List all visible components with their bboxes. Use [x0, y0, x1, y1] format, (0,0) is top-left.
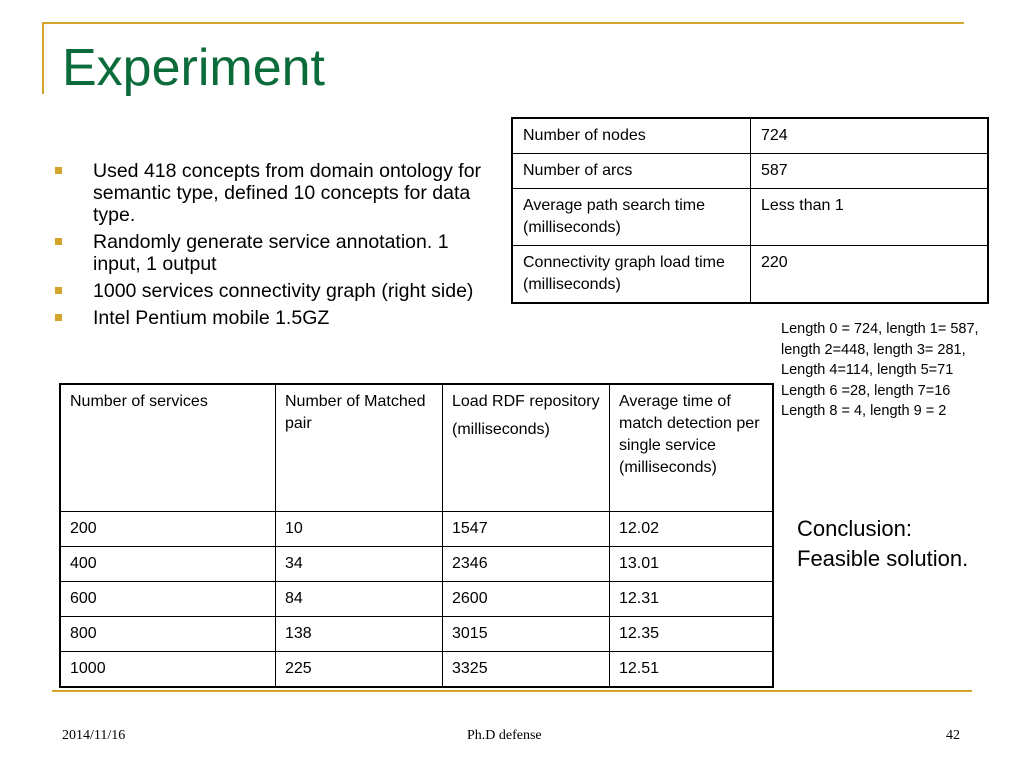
note-line: Length 0 = 724, length 1= 587,	[781, 321, 979, 337]
table-cell: 2346	[443, 547, 610, 582]
bullet-item	[55, 307, 495, 329]
page-number: 42	[946, 728, 960, 743]
square-bullet-icon	[55, 314, 62, 321]
bullet-text: Randomly generate service annotation. 1 input, 1 output	[93, 231, 449, 275]
table-cell: 600	[60, 582, 276, 617]
table-cell: 400	[60, 547, 276, 582]
table-cell: Connectivity graph load time (milliseconds)	[512, 246, 751, 304]
top-rule	[42, 22, 964, 24]
header-line: Load RDF repository	[452, 393, 600, 410]
bullet-text: Used 418 concepts from domain ontology for semantic type, defined 10 concepts for data type.	[93, 160, 482, 226]
table-cell: Number of nodes	[512, 118, 751, 154]
table-cell: 3325	[443, 652, 610, 688]
table-cell: 225	[276, 652, 443, 688]
path-length-note	[781, 319, 1021, 422]
table-cell: 2600	[443, 582, 610, 617]
table-cell: 13.01	[610, 547, 774, 582]
bullet-item	[55, 160, 495, 226]
slide-title: Experiment	[62, 39, 325, 97]
table-row	[512, 154, 988, 189]
column-header	[443, 384, 610, 512]
bullet-text: 1000 services connectivity graph (right side)	[93, 280, 474, 302]
note-line: Length 8 = 4, length 9 = 2	[781, 403, 947, 419]
footer-title: Ph.D defense	[467, 728, 542, 743]
table-cell: 12.31	[610, 582, 774, 617]
square-bullet-icon	[55, 238, 62, 245]
table-cell: 34	[276, 547, 443, 582]
table-cell: 10	[276, 512, 443, 547]
note-line: Length 4=114, length 5=71	[781, 362, 954, 378]
table-cell: 1547	[443, 512, 610, 547]
bottom-rule	[52, 690, 972, 692]
table-row	[512, 118, 988, 154]
table-row	[512, 189, 988, 246]
table-row	[60, 582, 773, 617]
table-row	[60, 547, 773, 582]
bullet-list	[55, 160, 495, 334]
bullet-item	[55, 231, 495, 275]
bullet-item	[55, 280, 495, 302]
table-cell: 12.35	[610, 617, 774, 652]
table-cell: Number of arcs	[512, 154, 751, 189]
table-cell: 200	[60, 512, 276, 547]
table-cell: 800	[60, 617, 276, 652]
table-cell: 724	[751, 118, 989, 154]
square-bullet-icon	[55, 287, 62, 294]
table-cell: Less than 1	[751, 189, 989, 246]
table-header-row	[60, 384, 773, 512]
note-line: Length 6 =28, length 7=16	[781, 382, 951, 399]
table-cell: 3015	[443, 617, 610, 652]
table-row	[60, 617, 773, 652]
left-rule	[42, 22, 44, 94]
table-cell: 587	[751, 154, 989, 189]
table-cell: 220	[751, 246, 989, 304]
bullet-text: Intel Pentium mobile 1.5GZ	[93, 307, 330, 329]
column-header: Average time of match detection per single service (milliseconds)	[610, 384, 774, 512]
table-cell: 138	[276, 617, 443, 652]
header-line: (milliseconds)	[452, 421, 550, 438]
table-cell: 84	[276, 582, 443, 617]
note-line: length 2=448, length 3= 281,	[781, 341, 966, 358]
table-cell: 12.51	[610, 652, 774, 688]
table-row	[512, 246, 988, 304]
conclusion-text	[797, 514, 968, 574]
square-bullet-icon	[55, 167, 62, 174]
table-row	[60, 652, 773, 688]
column-header: Number of Matched pair	[276, 384, 443, 512]
results-table	[59, 383, 774, 688]
conclusion-line: Conclusion:	[797, 516, 912, 541]
table-cell: 1000	[60, 652, 276, 688]
footer-date: 2014/11/16	[62, 728, 126, 743]
table-cell: Average path search time (milliseconds)	[512, 189, 751, 246]
conclusion-line: Feasible solution.	[797, 546, 969, 571]
table-cell: 12.02	[610, 512, 774, 547]
column-header: Number of services	[60, 384, 276, 512]
graph-stats-table	[511, 117, 989, 304]
table-row	[60, 512, 773, 547]
